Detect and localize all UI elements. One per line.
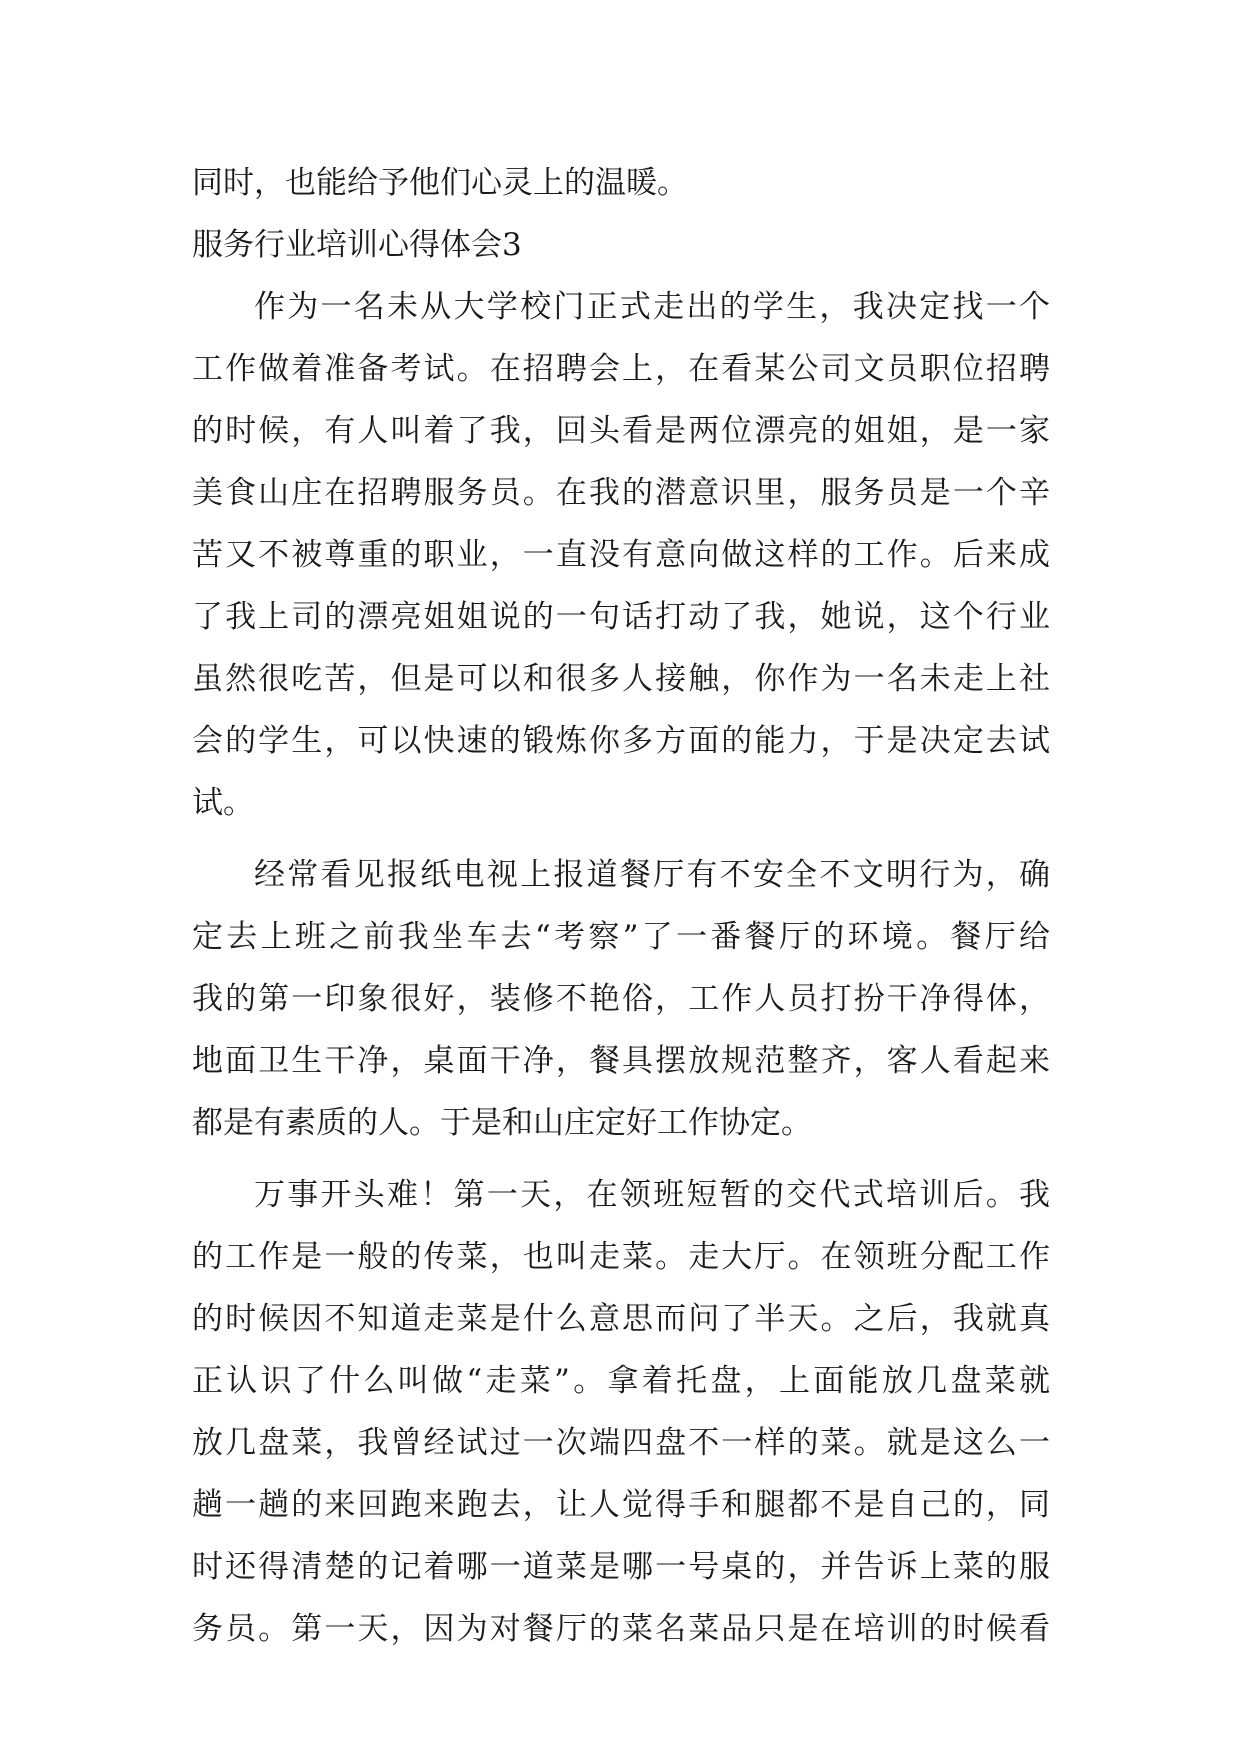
paragraph-line: 工作做着准备考试。在招聘会上，在看某公司文员职位招聘 bbox=[192, 351, 1050, 387]
document-body bbox=[192, 152, 1050, 1660]
paragraph-line: 美食山庄在招聘服务员。在我的潜意识里，服务员是一个辛 bbox=[192, 475, 1050, 511]
paragraph-line: 务员。第一天，因为对餐厅的菜名菜品只是在培训的时候看 bbox=[192, 1611, 1050, 1647]
intro-tail-line: 同时，也能给予他们心灵上的温暖。 bbox=[192, 165, 688, 201]
paragraph-line: 时还得清楚的记着哪一道菜是哪一号桌的，并告诉上菜的服 bbox=[192, 1549, 1050, 1585]
paragraph-line: 我的第一印象很好，装修不艳俗，工作人员打扮干净得体， bbox=[192, 981, 1050, 1017]
paragraph-line: 趟一趟的来回跑来跑去，让人觉得手和腿都不是自己的，同 bbox=[192, 1487, 1050, 1523]
paragraph-line: 的工作是一般的传菜，也叫走菜。走大厅。在领班分配工作 bbox=[192, 1239, 1050, 1275]
paragraph-line: 的时候因不知道走菜是什么意思而问了半天。之后，我就真 bbox=[192, 1301, 1050, 1337]
paragraph-3 bbox=[192, 1164, 1050, 1660]
paragraph-line: 的时候，有人叫着了我，回头看是两位漂亮的姐姐，是一家 bbox=[192, 413, 1050, 449]
paragraph-line: 放几盘菜，我曾经试过一次端四盘不一样的菜。就是这么一 bbox=[192, 1425, 1050, 1461]
section-title: 服务行业培训心得体会3 bbox=[192, 227, 522, 263]
paragraph-line: 会的学生，可以快速的锻炼你多方面的能力，于是决定去试 bbox=[192, 723, 1050, 759]
paragraph-line: 定去上班之前我坐车去“考察”了一番餐厅的环境。餐厅给 bbox=[192, 919, 1050, 955]
paragraph-line: 虽然很吃苦，但是可以和很多人接触，你作为一名未走上社 bbox=[192, 661, 1050, 697]
paragraph-line: 正认识了什么叫做“走菜”。拿着托盘，上面能放几盘菜就 bbox=[192, 1363, 1050, 1399]
paragraph-2 bbox=[192, 844, 1050, 1154]
paragraph-line: 了我上司的漂亮姐姐说的一句话打动了我，她说，这个行业 bbox=[192, 599, 1050, 635]
paragraph-spacer bbox=[192, 834, 1050, 844]
paragraph-1 bbox=[192, 276, 1050, 834]
paragraph-line: 万事开头难！第一天，在领班短暂的交代式培训后。我 bbox=[254, 1177, 1050, 1213]
paragraph-line: 经常看见报纸电视上报道餐厅有不安全不文明行为，确 bbox=[254, 857, 1050, 893]
paragraph-line: 试。 bbox=[192, 785, 254, 821]
paragraph-line: 地面卫生干净，桌面干净，餐具摆放规范整齐，客人看起来 bbox=[192, 1043, 1050, 1079]
paragraph-line: 苦又不被尊重的职业，一直没有意向做这样的工作。后来成 bbox=[192, 537, 1050, 573]
paragraph-spacer bbox=[192, 1154, 1050, 1164]
paragraph-line: 作为一名未从大学校门正式走出的学生，我决定找一个 bbox=[254, 289, 1050, 325]
paragraph-line: 都是有素质的人。于是和山庄定好工作协定。 bbox=[192, 1105, 812, 1141]
